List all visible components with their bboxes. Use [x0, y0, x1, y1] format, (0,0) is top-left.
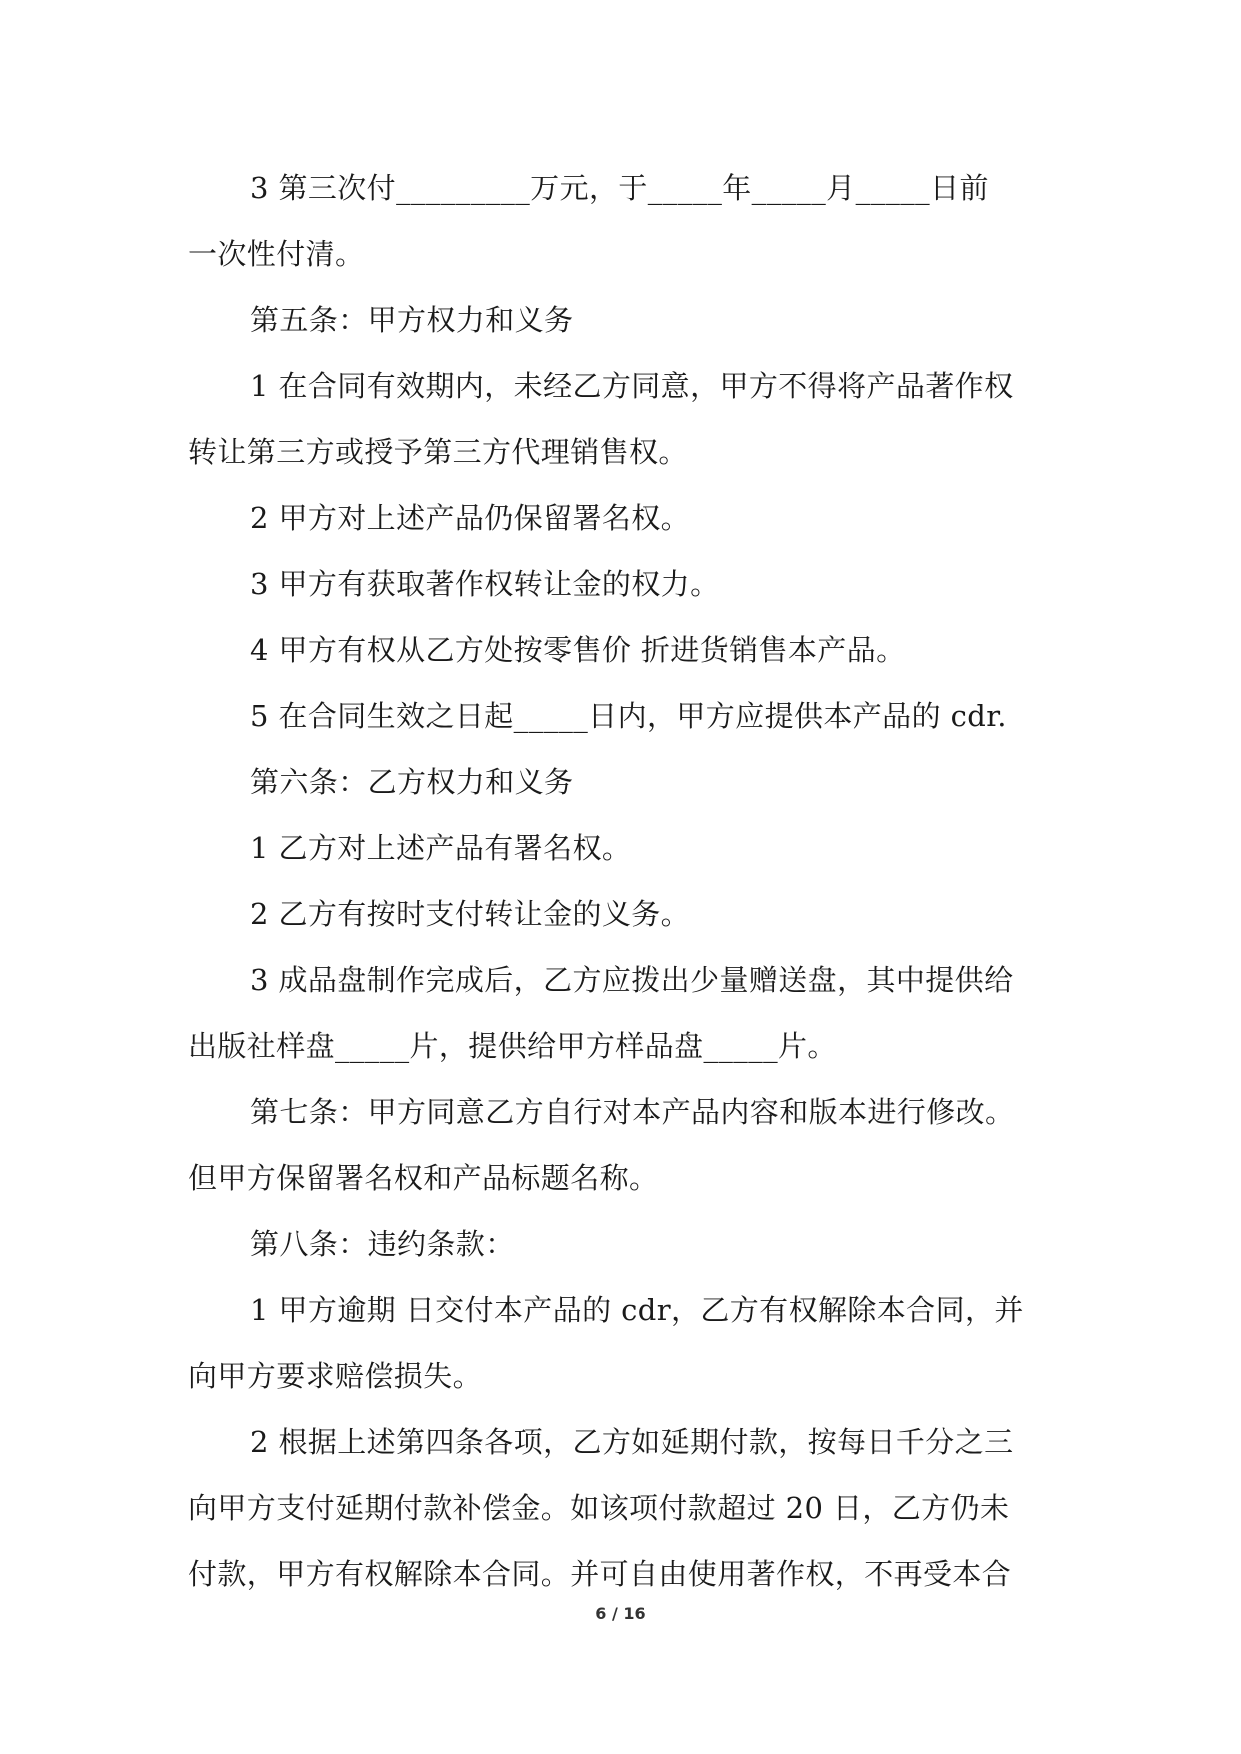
paragraph-line: 1 在合同有效期内，未经乙方同意，甲方不得将产品著作权: [250, 369, 1014, 403]
paragraph-line: 1 甲方逾期 日交付本产品的 cdr，乙方有权解除本合同，并: [250, 1293, 1024, 1327]
paragraph-line: 一次性付清。: [188, 237, 365, 271]
section-heading: 第五条：甲方权力和义务: [250, 303, 574, 337]
section-heading: 第八条：违约条款：: [250, 1227, 515, 1261]
paragraph-line: 向甲方支付延期付款补偿金。如该项付款超过 20 日，乙方仍未: [188, 1491, 1010, 1525]
paragraph-line: 5 在合同生效之日起_____日内，甲方应提供本产品的 cdr.: [250, 699, 1007, 733]
paragraph-line: 转让第三方或授予第三方代理销售权。: [188, 435, 688, 469]
paragraph-line: 2 甲方对上述产品仍保留署名权。: [250, 501, 691, 535]
document-body: [188, 155, 1056, 1607]
paragraph-line: 3 成品盘制作完成后，乙方应拨出少量赠送盘，其中提供给: [250, 963, 1014, 997]
paragraph-line: 2 乙方有按时支付转让金的义务。: [250, 897, 691, 931]
section-heading: 第六条：乙方权力和义务: [250, 765, 574, 799]
page-number: 6 / 16: [595, 1604, 646, 1623]
paragraph-line: 3 甲方有获取著作权转让金的权力。: [250, 567, 720, 601]
paragraph-line: 向甲方要求赔偿损失。: [188, 1359, 483, 1393]
paragraph-line: 3 第三次付_________万元，于_____年_____月_____日前: [250, 171, 989, 205]
paragraph-line: 2 根据上述第四条各项，乙方如延期付款，按每日千分之三: [250, 1425, 1014, 1459]
paragraph-line: 出版社样盘_____片，提供给甲方样品盘_____片。: [188, 1029, 837, 1063]
section-heading: 第七条：甲方同意乙方自行对本产品内容和版本进行修改。: [250, 1095, 1015, 1129]
paragraph-line: 但甲方保留署名权和产品标题名称。: [188, 1161, 659, 1195]
paragraph-line: 付款，甲方有权解除本合同。并可自由使用著作权，不再受本合: [188, 1557, 1012, 1591]
paragraph-line: 4 甲方有权从乙方处按零售价 折进货销售本产品。: [250, 633, 906, 667]
paragraph-line: 1 乙方对上述产品有署名权。: [250, 831, 632, 865]
